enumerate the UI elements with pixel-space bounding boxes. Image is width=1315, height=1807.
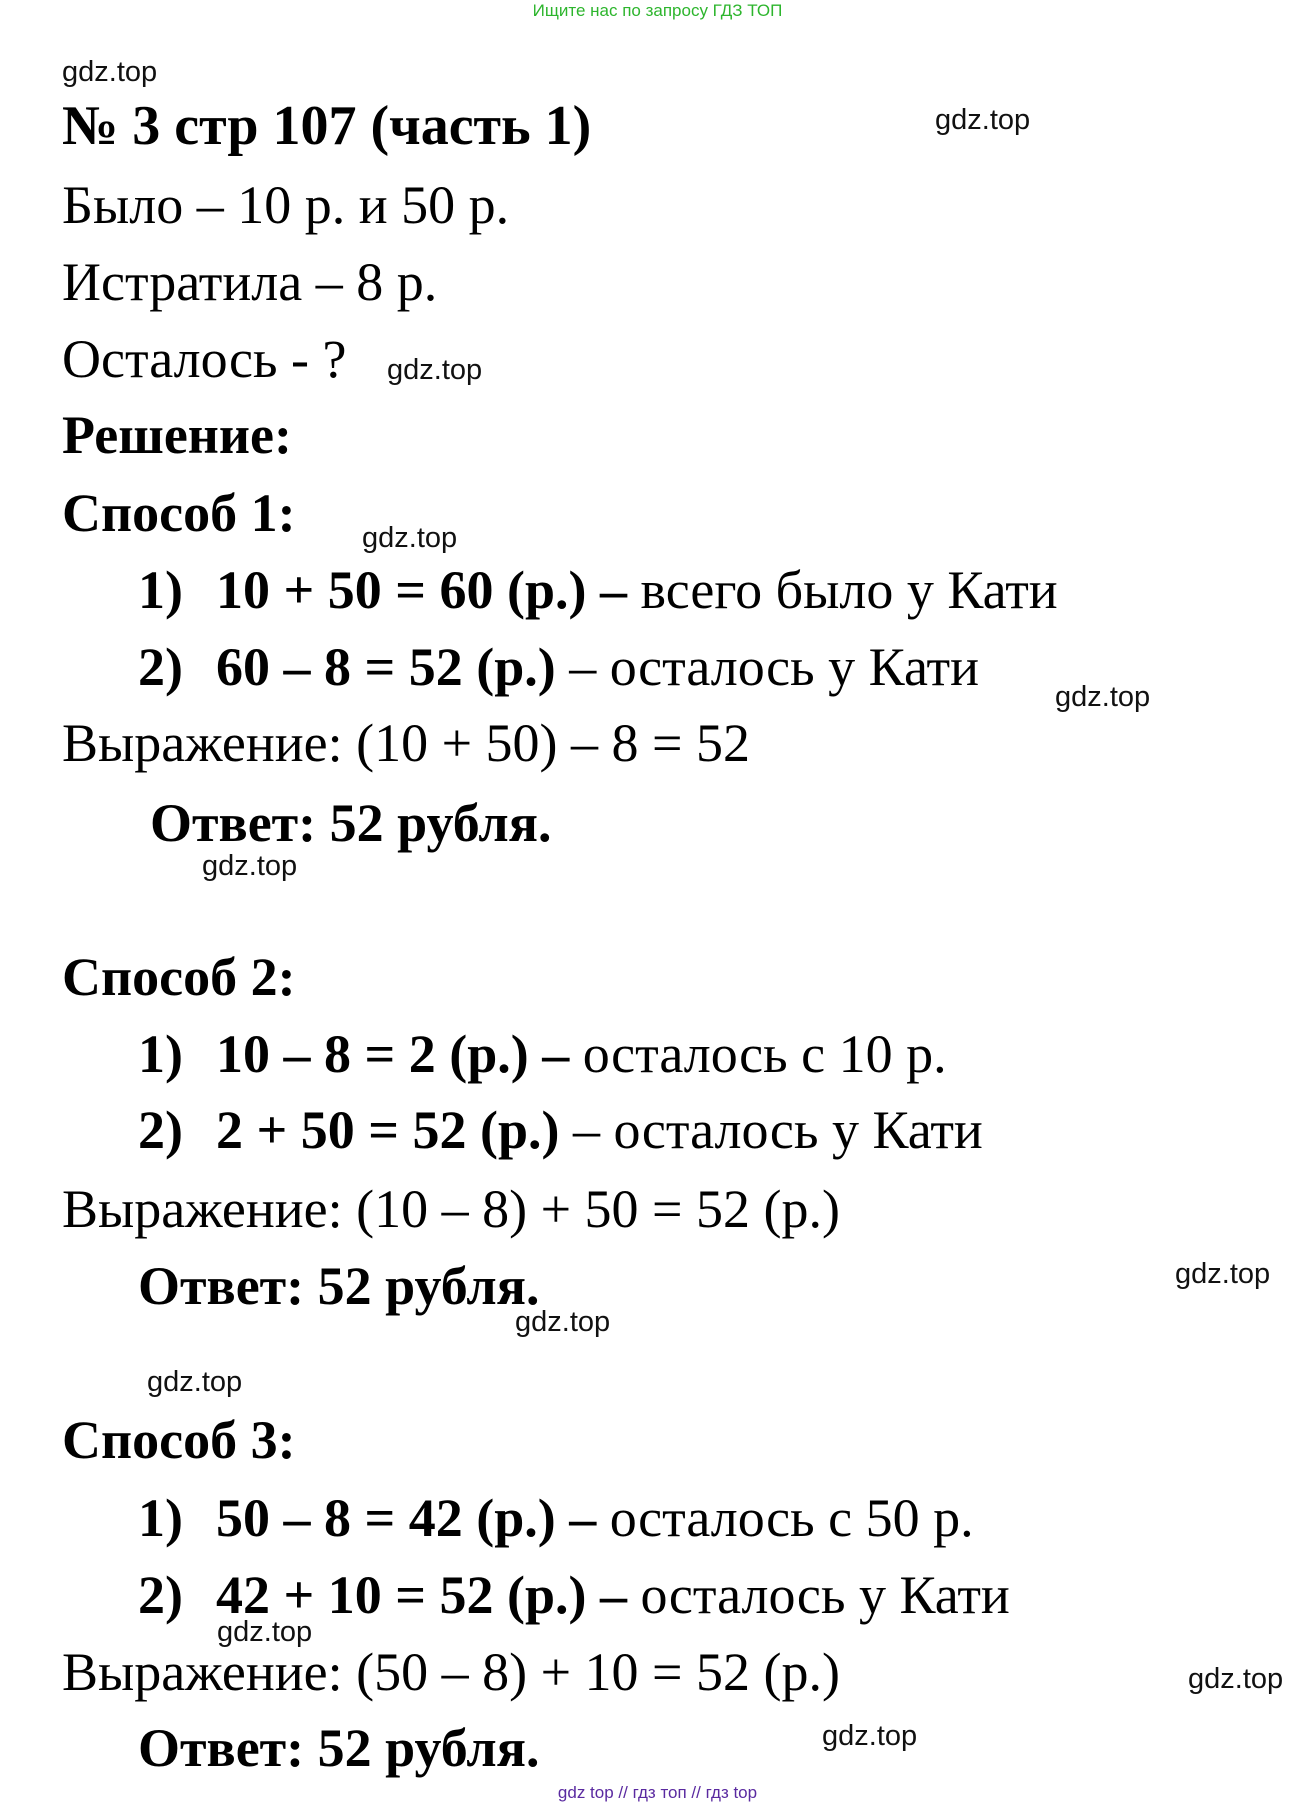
watermark: gdz.top [62, 56, 158, 88]
footer: gdz top // гдз топ // гдз top [557, 1783, 758, 1802]
given-left: Осталось - ? [62, 329, 347, 389]
method-3-answer: Ответ: 52 рубля. [138, 1718, 540, 1778]
watermark: gdz.top [1055, 681, 1151, 713]
method-1-answer: Ответ: 52 рубля. [150, 793, 552, 853]
step-text: – осталось у Кати [555, 637, 980, 697]
given-was: Было – 10 р. и 50 р. [62, 175, 510, 235]
method-1-step-2 [138, 637, 980, 697]
watermark: gdz.top [202, 850, 298, 882]
step-equation: 10 – 8 = 2 (р.) – [216, 1024, 570, 1084]
method-1-heading: Способ 1: [62, 483, 296, 543]
method-2-answer: Ответ: 52 рубля. [138, 1256, 540, 1316]
step-number: 2) [138, 1565, 183, 1625]
method-2-heading: Способ 2: [62, 947, 296, 1007]
method-3-heading: Способ 3: [62, 1410, 296, 1470]
method-3-step-1 [138, 1488, 974, 1548]
watermark: gdz.top [362, 522, 458, 554]
step-number: 1) [138, 560, 183, 620]
step-number: 1) [138, 1488, 183, 1548]
step-number: 1) [138, 1024, 183, 1084]
step-text: осталось с 50 р. [596, 1488, 974, 1548]
method-2-expression: Выражение: (10 – 8) + 50 = 52 (р.) [62, 1179, 840, 1239]
watermark: gdz.top [387, 354, 483, 386]
watermark: gdz.top [217, 1616, 313, 1648]
step-equation: 2 + 50 = 52 (р.) [216, 1100, 560, 1160]
step-text: – осталось у Кати [559, 1100, 983, 1160]
watermark: gdz.top [515, 1306, 611, 1338]
watermark: gdz.top [147, 1366, 243, 1398]
step-text: осталось у Кати [627, 1565, 1010, 1625]
method-3-expression: Выражение: (50 – 8) + 10 = 52 (р.) [62, 1642, 840, 1702]
step-text: осталось с 10 р. [569, 1024, 947, 1084]
step-equation: 10 + 50 = 60 (р.) – [216, 560, 628, 620]
watermark: gdz.top [822, 1720, 918, 1752]
method-3-step-2 [138, 1565, 1010, 1625]
step-number: 2) [138, 637, 183, 697]
method-2-step-1 [138, 1024, 947, 1084]
top-banner: Ищите нас по запросу ГДЗ ТОП [532, 1, 783, 20]
solution-heading: Решение: [62, 405, 292, 465]
watermark: gdz.top [1188, 1663, 1284, 1695]
step-text: всего было у Кати [627, 560, 1058, 620]
method-1-step-1 [138, 560, 1058, 620]
watermark: gdz.top [1175, 1258, 1271, 1290]
step-number: 2) [138, 1100, 183, 1160]
step-equation: 50 – 8 = 42 (р.) – [216, 1488, 597, 1548]
given-spent: Истратила – 8 р. [62, 252, 438, 312]
step-equation: 42 + 10 = 52 (р.) – [216, 1565, 628, 1625]
step-equation: 60 – 8 = 52 (р.) [216, 637, 556, 697]
watermark: gdz.top [935, 104, 1031, 136]
method-2-step-2 [138, 1100, 983, 1160]
method-1-expression: Выражение: (10 + 50) – 8 = 52 [62, 713, 750, 773]
page-title: № 3 стр 107 (часть 1) [62, 95, 592, 157]
